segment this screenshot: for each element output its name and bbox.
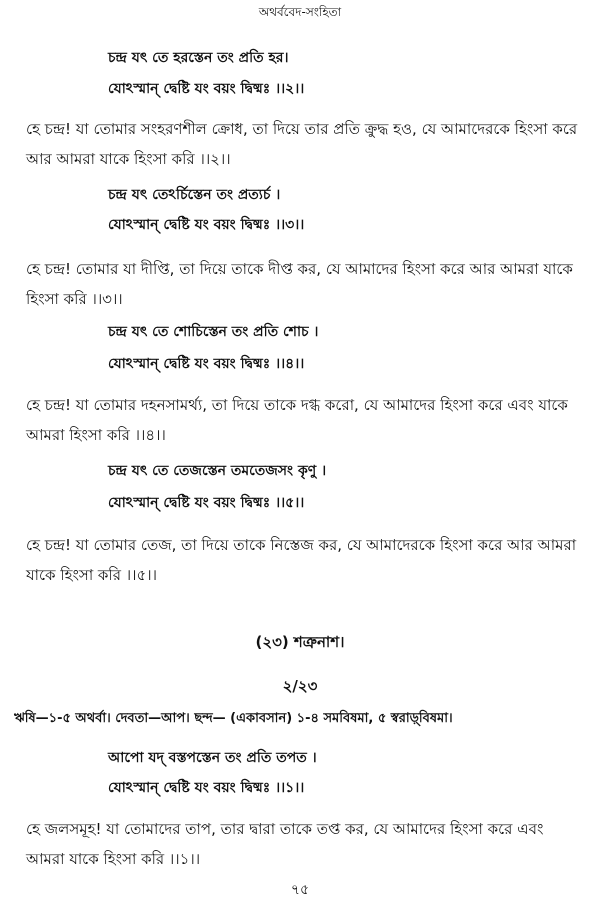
section-number: ২/২৩ (282, 677, 318, 695)
translation-paragraph: হে চন্দ্র! যা তোমার দহনসামর্থ্য, তা দিয়ে তাকে দগ্ধ করো, যে আমাদের হিংসা করে এবং যাকে আমরা হিংসা করি ।।৪।। (26, 396, 568, 444)
section-title: (২৩) শত্রুনাশ। (255, 633, 345, 651)
page-number: ৭৫ (290, 882, 310, 898)
rishi-line: ঋষি—১-৫ অথর্বা। দেবতা—আপ। ছন্দ— (একাবসান) ১-৪ সমবিষমা, ৫ স্বরাড়্‌বিষমা। (14, 711, 453, 726)
translation-paragraph: হে জলসমূহ! যা তোমাদের তাপ, তার দ্বারা তাকে তপ্ত কর, যে আমাদের হিংসা করে এবং আমরা যাকে হিংসা করি ।।১।। (26, 820, 544, 868)
mantra-line: যোঽস্মান্ দ্বেষ্টি যং বয়ং দ্বিষ্মঃ ।।৫।। (108, 495, 305, 511)
mantra-line: চন্দ্র যৎ তে শোচিস্তেন তং প্রতি শোচ । (108, 324, 319, 340)
mantra-line: যোঽস্মান্ দ্বেষ্টি যং বয়ং দ্বিষ্মঃ ।।১।। (108, 780, 305, 796)
mantra-line: চন্দ্র যৎ তে হরস্তেন তং প্রতি হর। (108, 50, 289, 66)
translation-paragraph: হে চন্দ্র! যা তোমার সংহরণশীল ক্রোধ, তা দিয়ে তার প্রতি ক্রুদ্ধ হও, যে আমাদেরকে হিংসা করে আর আমরা যাকে হিংসা করি ।।২।। (26, 120, 578, 168)
mantra-line: চন্দ্র যৎ তে তেজস্তেন তমতেজসং কৃণু । (108, 463, 327, 479)
mantra-line: যোঽস্মান্ দ্বেষ্টি যং বয়ং দ্বিষ্মঃ ।।৩।। (108, 217, 305, 233)
mantra-line: আপো যদ্ বস্তপস্তেন তং প্রতি তপত । (108, 750, 317, 766)
mantra-line: যোঽস্মান্ দ্বেষ্টি যং বয়ং দ্বিষ্মঃ ।।৪।। (108, 356, 305, 372)
mantra-line: চন্দ্র যৎ তেঽর্চিস্তেন তং প্রত্যর্চ । (108, 187, 281, 203)
translation-paragraph: হে চন্দ্র! যা তোমার তেজ, তা দিয়ে তাকে নিস্তেজ কর, যে আমাদেরকে হিংসা করে আর আমরা যাকে হিংসা করি ।।৫।। (26, 536, 577, 584)
mantra-line: যোঽস্মান্ দ্বেষ্টি যং বয়ং দ্বিষ্মঃ ।।২।। (108, 81, 305, 97)
running-header: অথর্ববেদ-সংহিতা (258, 5, 342, 19)
translation-paragraph: হে চন্দ্র! তোমার যা দীপ্তি, তা দিয়ে তাকে দীপ্ত কর, যে আমাদের হিংসা করে আর আমরা যাকে হিংসা করি ।।৩।। (26, 260, 573, 308)
